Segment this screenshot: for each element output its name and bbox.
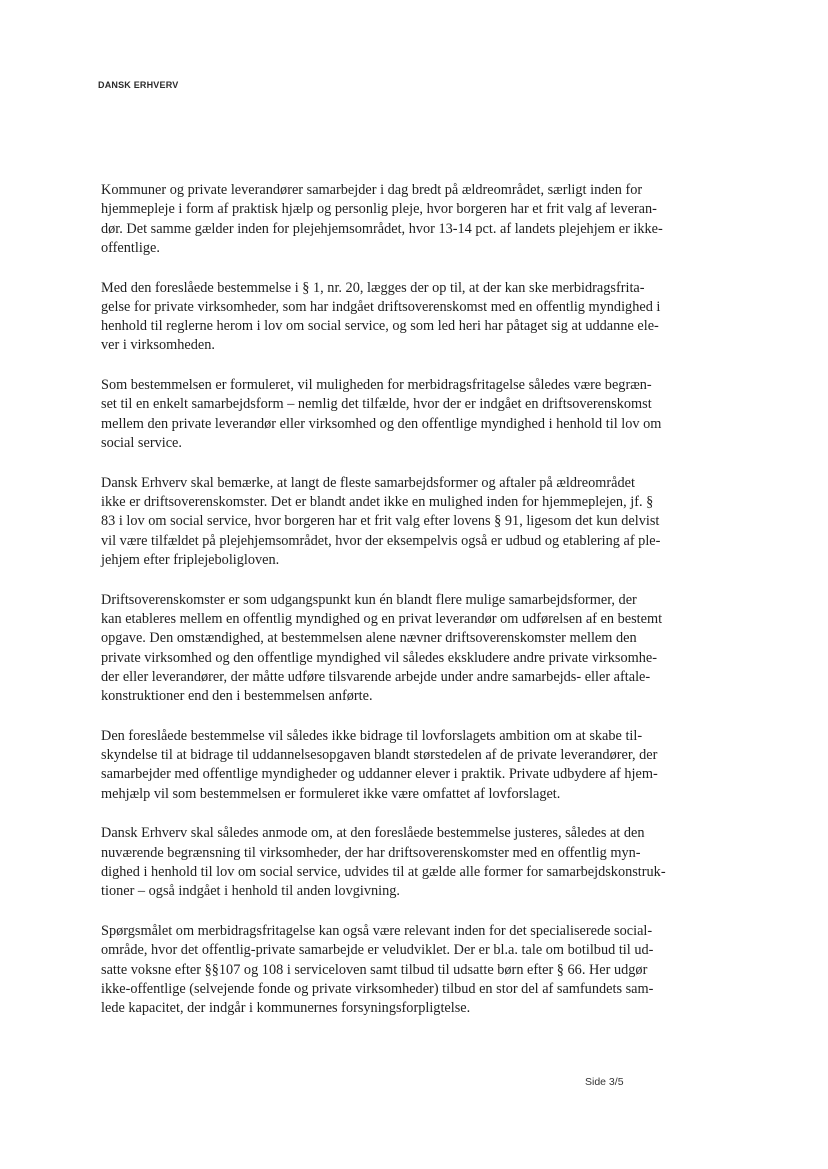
text-line: Den foreslåede bestemmelse vil således ikke bidrage til lovforslagets ambition om at skabe til- <box>101 727 643 744</box>
text-line: skyndelse til at bidrage til uddannelsesopgaven blandt størstedelen af de private leverandører, der <box>101 747 658 764</box>
text-line: jehjem efter friplejeboligloven. <box>101 551 280 568</box>
text-line: område, hvor det offentlig-private samarbejde er veludviklet. Der er bl.a. tale om botilbud til ud- <box>101 942 654 959</box>
letter-body <box>101 181 707 1039</box>
paragraph <box>101 591 707 707</box>
page-number: Side 3/5 <box>585 1076 624 1088</box>
text-line: konstruktioner end den i bestemmelsen anførte. <box>101 688 373 705</box>
paragraph <box>101 922 707 1018</box>
text-line: Som bestemmelsen er formuleret, vil muligheden for merbidragsfritagelse således være begræn- <box>101 377 652 394</box>
text-line: ikke-offentlige (selvejende fonde og private virksomheder) tilbud en stor del af samfundets sam- <box>101 980 654 997</box>
text-line: 83 i lov om social service, hvor borgeren har et frit valg efter lovens § 91, ligesom det kun delvist <box>101 513 660 530</box>
paragraph <box>101 181 707 258</box>
text-line: kan etableres mellem en offentlig myndighed og en privat leverandør om udførelsen af en bestemt <box>101 610 663 627</box>
paragraph <box>101 727 707 804</box>
paragraph <box>101 376 707 453</box>
text-line: set til en enkelt samarbejdsform – nemlig det tilfælde, hvor der er indgået en driftsoverenskomst <box>101 396 652 413</box>
text-line: samarbejder med offentlige myndigheder og uddanner elever i praktik. Private udbydere af hjem- <box>101 766 658 783</box>
text-line: vil være tilfældet på plejehjemsområdet, hvor der eksempelvis også er udbud og etablering af ple- <box>101 532 661 549</box>
text-line: Dansk Erhverv skal således anmode om, at den foreslåede bestemmelse justeres, således at den <box>101 825 645 842</box>
text-line: dør. Det samme gælder inden for plejehjemsområdet, hvor 13-14 pct. af landets plejehjem er ikke- <box>101 220 663 237</box>
text-line: ikke er driftsoverenskomster. Det er blandt andet ikke en mulighed inden for hjemmeplejen, jf. § <box>101 494 654 511</box>
text-line: Kommuner og private leverandører samarbejder i dag bredt på ældreområdet, særligt inden for <box>101 182 643 198</box>
paragraph <box>101 279 707 356</box>
text-line: der eller leverandører, der måtte udføre tilsvarende arbejde under andre samarbejds- eller aftale- <box>101 668 651 685</box>
text-line: tioner – også indgået i henhold til anden lovgivning. <box>101 883 400 900</box>
text-line: gelse for private virksomheder, som har indgået driftsoverenskomst med en offentlig myndighed i <box>101 298 661 315</box>
text-line: private virksomhed og den offentlige myndighed vil således ekskludere andre private virksomhe- <box>101 649 657 666</box>
text-line: Dansk Erhverv skal bemærke, at langt de fleste samarbejdsformer og aftaler på ældreområdet <box>101 474 635 491</box>
organization-header: DANSK ERHVERV <box>98 80 179 90</box>
text-line: mellem den private leverandør eller virksomhed og den offentlige myndighed i henhold til lov om <box>101 415 662 432</box>
text-line: satte voksne efter §§107 og 108 i serviceloven samt tilbud til udsatte børn efter § 66. Her udgør <box>101 961 648 978</box>
text-line: Spørgsmålet om merbidragsfritagelse kan også være relevant inden for det specialiserede social- <box>101 922 653 939</box>
text-line: ver i virksomheden. <box>101 337 215 354</box>
paragraph <box>101 474 707 570</box>
paragraph <box>101 824 707 901</box>
text-line: offentlige. <box>101 239 160 256</box>
text-line: Driftsoverenskomster er som udgangspunkt kun én blandt flere mulige samarbejdsformer, der <box>101 591 637 608</box>
text-line: dighed i henhold til lov om social service, udvides til at gælde alle former for samarbejdskonstruk- <box>101 863 666 880</box>
text-line: henhold til reglerne herom i lov om social service, og som led heri har påtaget sig at uddanne ele- <box>101 318 659 335</box>
text-line: Med den foreslåede bestemmelse i § 1, nr. 20, lægges der op til, at der kan ske merbidragsfrita- <box>101 279 645 296</box>
text-line: opgave. Den omstændighed, at bestemmelsen alene nævner driftsoverenskomster mellem den <box>101 630 637 647</box>
text-line: hjemmepleje i form af praktisk hjælp og personlig pleje, hvor borgeren har et frit valg af leveran- <box>101 201 657 218</box>
text-line: social service. <box>101 435 182 452</box>
text-line: lede kapacitet, der indgår i kommunernes forsyningsforpligtelse. <box>101 1000 471 1017</box>
text-line: mehjælp vil som bestemmelsen er formuleret ikke være omfattet af lovforslaget. <box>101 785 561 802</box>
text-line: nuværende begrænsning til virksomheder, der har driftsoverenskomster med en offentlig myn- <box>101 844 641 861</box>
